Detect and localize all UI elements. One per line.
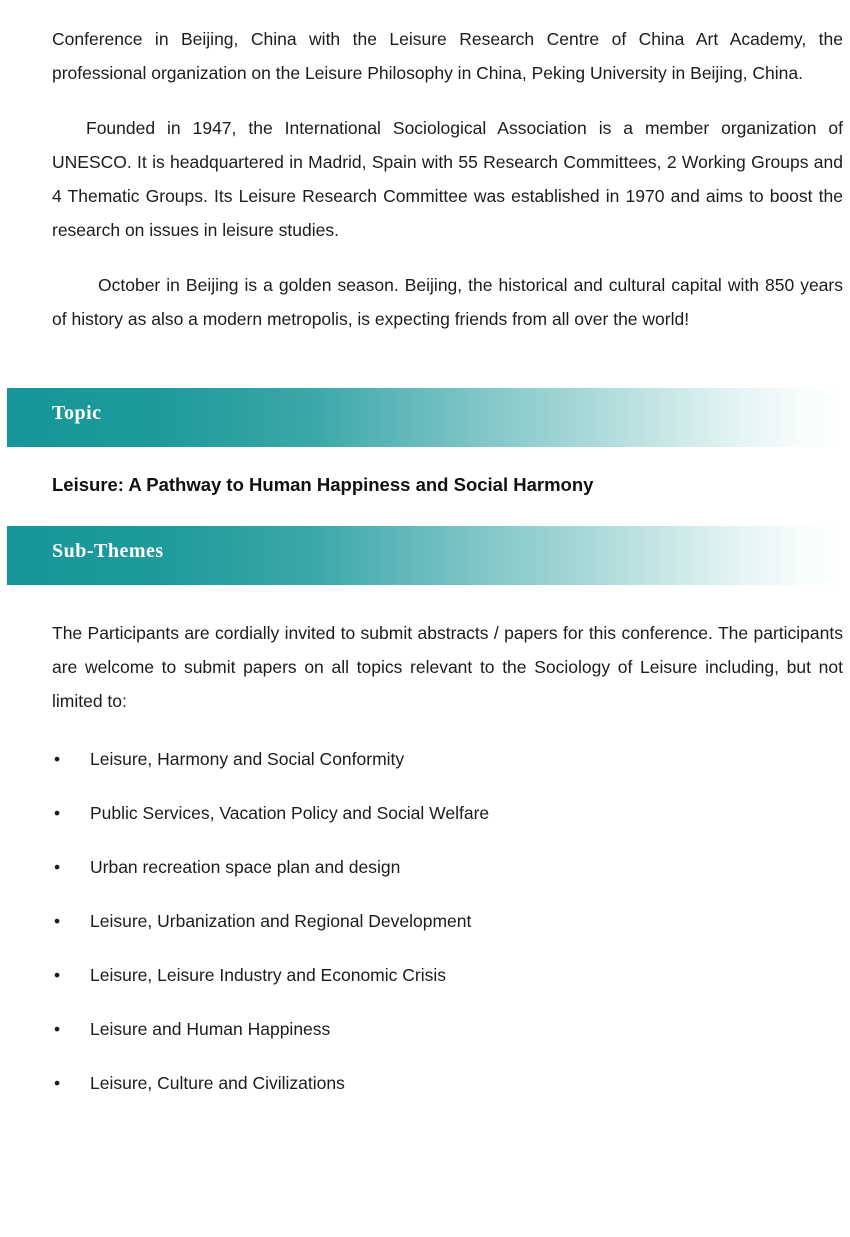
list-item: [52, 799, 843, 827]
bullet-icon: •: [54, 857, 61, 877]
list-item-label: Leisure, Harmony and Social Conformity: [90, 749, 405, 769]
list-item: [52, 1069, 843, 1097]
list-item-label: Leisure and Human Happiness: [90, 1019, 331, 1039]
paragraph-submission-invite: The Participants are cordially invited to submit abstracts / papers for this conference. The participants are welcome to submit papers on all topics relevant to the Sociology of Leisure including, but not limited to:: [52, 623, 843, 711]
paragraph-conference: Conference in Beijing, China with the Leisure Research Centre of China Art Academy, the professional organization on the Leisure Philosophy in China, Peking University in Beijing, China.: [52, 29, 843, 83]
bullet-icon: •: [54, 911, 61, 931]
list-item: [52, 1015, 843, 1043]
sub-themes-list: [52, 745, 843, 1097]
list-item-label: Public Services, Vacation Policy and Social Welfare: [90, 803, 490, 823]
topic-banner: [7, 388, 850, 447]
sub-themes-section: [0, 616, 850, 1097]
list-item-label: Leisure, Leisure Industry and Economic Crisis: [90, 965, 446, 985]
topic-heading: Leisure: A Pathway to Human Happiness and Social Harmony: [52, 474, 594, 495]
list-item: [52, 853, 843, 881]
sub-themes-banner: [7, 526, 850, 585]
list-item: [52, 907, 843, 935]
sub-themes-banner-label: Sub-Themes: [52, 539, 164, 562]
bullet-icon: •: [54, 1019, 61, 1039]
bullet-icon: •: [54, 1073, 61, 1093]
topic-section: [0, 473, 850, 497]
paragraph-october-beijing: October in Beijing is a golden season. Beijing, the historical and cultural capital with 850 years of history as also a modern metropolis, is expecting friends from all over the world!: [52, 275, 843, 329]
paragraph-founded-1947: Founded in 1947, the International Sociological Association is a member organization of UNESCO. It is headquartered in Madrid, Spain with 55 Research Committees, 2 Working Groups and 4 Thematic Groups. Its Leisure Research Committee was established in 1970 and aims to boost the research on issues in leisure studies.: [52, 118, 843, 240]
list-item: [52, 745, 843, 773]
bullet-icon: •: [54, 803, 61, 823]
bullet-icon: •: [54, 749, 61, 769]
bullet-icon: •: [54, 965, 61, 985]
page-content: [0, 22, 850, 336]
list-item-label: Leisure, Culture and Civilizations: [90, 1073, 345, 1093]
list-item-label: Urban recreation space plan and design: [90, 857, 401, 877]
topic-banner-label: Topic: [52, 401, 102, 424]
list-item-label: Leisure, Urbanization and Regional Development: [90, 911, 472, 931]
list-item: [52, 961, 843, 989]
